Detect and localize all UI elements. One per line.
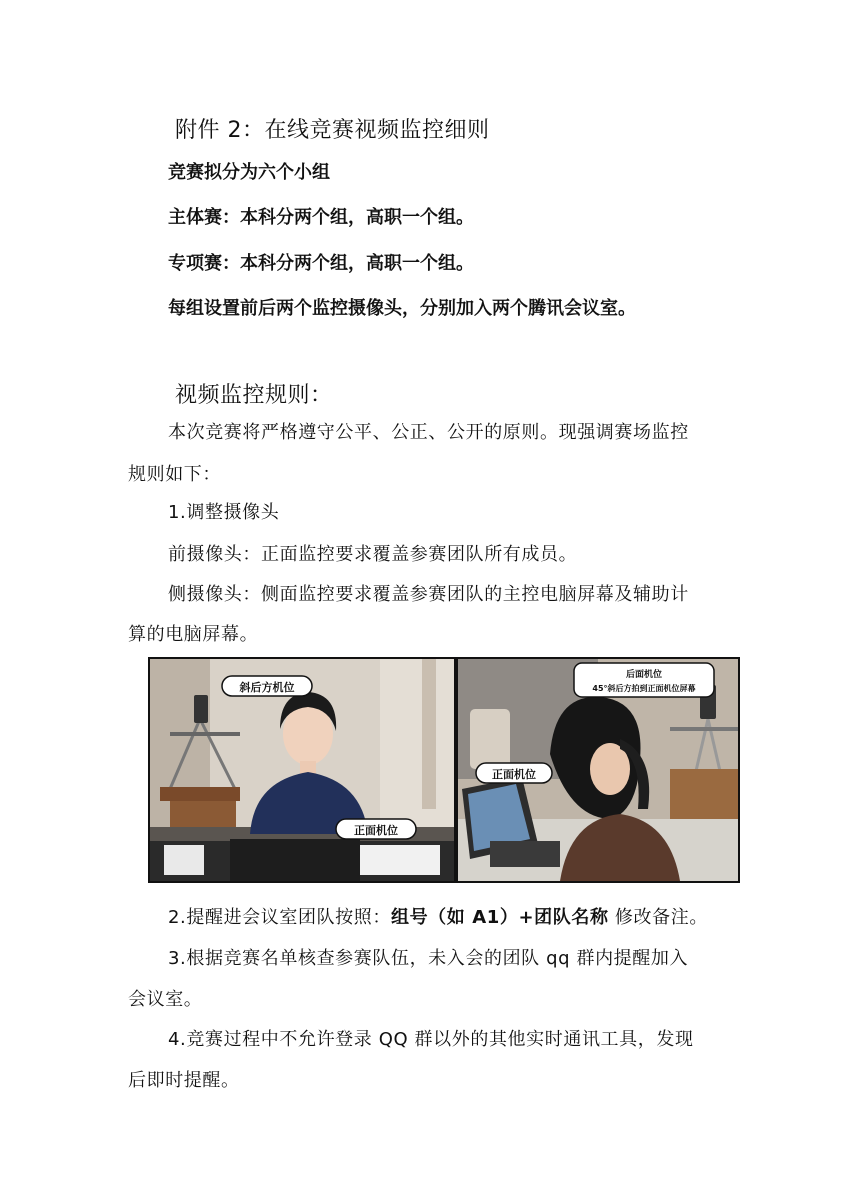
label-rear-camera-right: 后面机位	[625, 670, 663, 680]
intro-line-1: 本次竞赛将严格遵守公平、公正、公开的原则。现强调赛场监控	[168, 422, 689, 443]
item-2-bold: 组号（如 A1）+团队名称	[390, 907, 609, 928]
main-competition-line: 主体赛：本科分两个组，高职一个组。	[168, 207, 474, 228]
label-rear-camera-desc: 45°斜后方拍到正面机位屏幕	[592, 684, 696, 693]
side-camera-rule-1: 侧摄像头：侧面监控要求覆盖参赛团队的主控电脑屏幕及辅助计	[168, 584, 689, 605]
camera-setup-line: 每组设置前后两个监控摄像头，分别加入两个腾讯会议室。	[168, 298, 636, 319]
item-4-line-1: 4.竞赛过程中不允许登录 QQ 群以外的其他实时通讯工具，发现	[168, 1029, 694, 1050]
label-front-camera-right: 正面机位	[492, 768, 536, 781]
intro-line-2: 规则如下：	[128, 464, 221, 485]
label-rear-camera-left: 斜后方机位	[239, 681, 295, 694]
side-camera-rule-2: 算的电脑屏幕。	[128, 624, 259, 645]
groups-line: 竞赛拟分为六个小组	[168, 162, 330, 183]
special-competition-line: 专项赛：本科分两个组，高职一个组。	[168, 253, 474, 274]
page-title: 附件 2：在线竞赛视频监控细则	[175, 118, 490, 143]
front-view-photo	[150, 659, 454, 881]
item-2-suffix: 修改备注。	[608, 907, 708, 928]
item-3-line-2: 会议室。	[128, 989, 203, 1010]
rear-view-photo	[458, 659, 738, 881]
item-2-prefix: 2.提醒进会议室团队按照：	[168, 907, 391, 928]
rules-heading: 视频监控规则：	[175, 383, 333, 408]
item-3-line-1: 3.根据竞赛名单核查参赛队伍，未入会的团队 qq 群内提醒加入	[168, 948, 689, 969]
label-front-camera-left: 正面机位	[354, 824, 398, 837]
item-4-line-2: 后即时提醒。	[128, 1070, 240, 1091]
item-2-line	[168, 903, 708, 929]
front-camera-rule: 前摄像头：正面监控要求覆盖参赛团队所有成员。	[168, 544, 578, 565]
item-1-title: 1.调整摄像头	[168, 502, 280, 523]
camera-setup-photo	[148, 657, 740, 883]
